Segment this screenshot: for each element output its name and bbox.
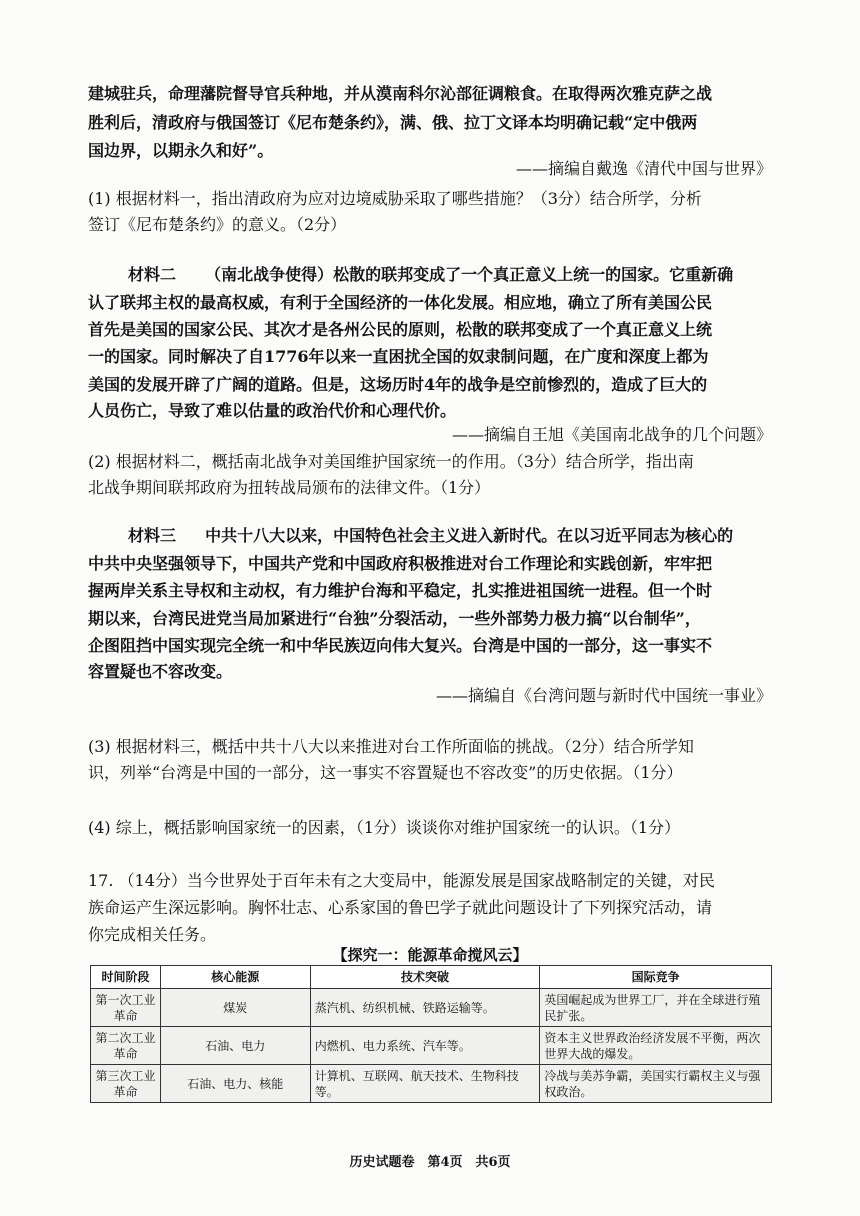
table-cell-energy: 石油、电力 bbox=[160, 1027, 310, 1065]
table-cell-period: 第三次工业革命 bbox=[91, 1065, 161, 1103]
material2-first-line bbox=[128, 265, 778, 285]
table-header-cell: 国际竞争 bbox=[540, 966, 772, 989]
material2-line: 一的国家。同时解决了自1776年以来一直困扰全国的奴隶制问题，在广度和深度上都为 bbox=[88, 347, 709, 366]
material3-first-line bbox=[128, 526, 778, 546]
table-header-cell: 技术突破 bbox=[310, 966, 540, 989]
material3-line: 企图阻挡中国实现完全统一和中华民族迈向伟大复兴。台湾是中国的一部分，这一事实不 bbox=[88, 636, 713, 655]
material3-line: 握两岸关系主导权和主动权，有力维护台海和平稳定，扎实推进祖国统一进程。但一个时 bbox=[88, 581, 713, 600]
question-17-line: 你完成相关任务。 bbox=[88, 925, 217, 944]
material2-source: ——摘编自王旭《美国南北战争的几个问题》 bbox=[451, 425, 772, 444]
material1-line: 胜利后，清政府与俄国签订《尼布楚条约》，满、俄、拉丁文译本均明确记载“定中俄两 bbox=[88, 113, 698, 132]
question-17-line: 族命运产生深远影响。胸怀壮志、心系家国的鲁巴学子就此问题设计了下列探究活动，请 bbox=[88, 898, 713, 917]
table-header-row bbox=[91, 966, 772, 989]
table-cell-period: 第二次工业革命 bbox=[91, 1027, 161, 1065]
material3-line: 期以来，台湾民进党当局加紧进行“台独”分裂活动，一些外部势力极力搞“以台制华”， bbox=[88, 609, 701, 628]
material1-source: ——摘编自戴逸《清代中国与世界》 bbox=[515, 159, 772, 178]
material2-line: 首先是美国的国家公民、其次才是各州公民的原则，松散的联邦变成了一个真正意义上统 bbox=[88, 320, 713, 339]
table-cell-tech: 内燃机、电力系统、汽车等。 bbox=[310, 1027, 540, 1065]
material2-text: （南北战争使得）松散的联邦变成了一个真正意义上统一的国家。它重新确 bbox=[205, 265, 734, 284]
table-title: 【探究一：能源革命搅风云】 bbox=[332, 946, 528, 964]
question-3-line: (3) 根据材料三，概括中共十八大以来推进对台工作所面临的挑战。（2分）结合所学知 bbox=[88, 737, 694, 756]
energy-revolution-table bbox=[90, 965, 772, 1103]
table-row bbox=[91, 1027, 772, 1065]
table-cell-competition: 冷战与美苏争霸，美国实行霸权主义与强权政治。 bbox=[540, 1065, 772, 1103]
material1-line: 建城驻兵，命理藩院督导官兵种地，并从漠南科尔沁部征调粮食。在取得两次雅克萨之战 bbox=[88, 84, 713, 103]
question-3-line: 识，列举“台湾是中国的一部分，这一事实不容置疑也不容改变”的历史依据。（1分） bbox=[88, 763, 683, 782]
material3-label: 材料三 bbox=[128, 526, 177, 545]
table-cell-energy: 煤炭 bbox=[160, 989, 310, 1027]
table-cell-period: 第一次工业革命 bbox=[91, 989, 161, 1027]
question-1-line: 签订《尼布楚条约》的意义。（2分） bbox=[88, 215, 347, 234]
material3-source: ——摘编自《台湾问题与新时代中国统一事业》 bbox=[435, 686, 772, 705]
material2-label: 材料二 bbox=[128, 265, 177, 284]
question-4: (4) 综上，概括影响国家统一的因素，（1分）谈谈你对维护国家统一的认识。（1分） bbox=[88, 818, 681, 837]
table-cell-competition: 英国崛起成为世界工厂，并在全球进行殖民扩张。 bbox=[540, 989, 772, 1027]
table-cell-energy: 石油、电力、核能 bbox=[160, 1065, 310, 1103]
material2-line: 人员伤亡，导致了难以估量的政治代价和心理代价。 bbox=[88, 401, 457, 420]
question-17-line: 17. （14分）当今世界处于百年未有之大变局中，能源发展是国家战略制定的关键，对民 bbox=[88, 871, 715, 890]
table-row bbox=[91, 989, 772, 1027]
table-cell-tech: 蒸汽机、纺织机械、铁路运输等。 bbox=[310, 989, 540, 1027]
material1-line: 国边界，以期永久和好”。 bbox=[88, 141, 274, 160]
material3-line: 容置疑也不容改变。 bbox=[88, 662, 233, 681]
material3-line: 中共中央坚强领导下，中国共产党和中国政府积极推进对台工作理论和实践创新，牢牢把 bbox=[88, 554, 713, 573]
table-header-cell: 时间阶段 bbox=[91, 966, 161, 989]
question-2-line: 北战争期间联邦政府为扭转战局颁布的法律文件。（1分） bbox=[88, 478, 491, 497]
question-2-line: (2) 根据材料二，概括南北战争对美国维护国家统一的作用。（3分）结合所学，指出南 bbox=[88, 452, 694, 471]
page-footer: 历史试题卷 第4页 共6页 bbox=[349, 1155, 511, 1170]
table-header-cell: 核心能源 bbox=[160, 966, 310, 989]
question-1-line: (1) 根据材料一，指出清政府为应对边境威胁采取了哪些措施？（3分）结合所学，分析 bbox=[88, 189, 702, 208]
table-cell-tech: 计算机、互联网、航天技术、生物科技等。 bbox=[310, 1065, 540, 1103]
material2-line: 认了联邦主权的最高权威，有利于全国经济的一体化发展。相应地，确立了所有美国公民 bbox=[88, 293, 713, 312]
material3-text: 中共十八大以来，中国特色社会主义进入新时代。在以习近平同志为核心的 bbox=[205, 526, 734, 545]
material2-line: 美国的发展开辟了广阔的道路。但是，这场历时4年的战争是空前惨烈的，造成了巨大的 bbox=[88, 375, 708, 394]
table-row bbox=[91, 1065, 772, 1103]
table-cell-competition: 资本主义世界政治经济发展不平衡，两次世界大战的爆发。 bbox=[540, 1027, 772, 1065]
